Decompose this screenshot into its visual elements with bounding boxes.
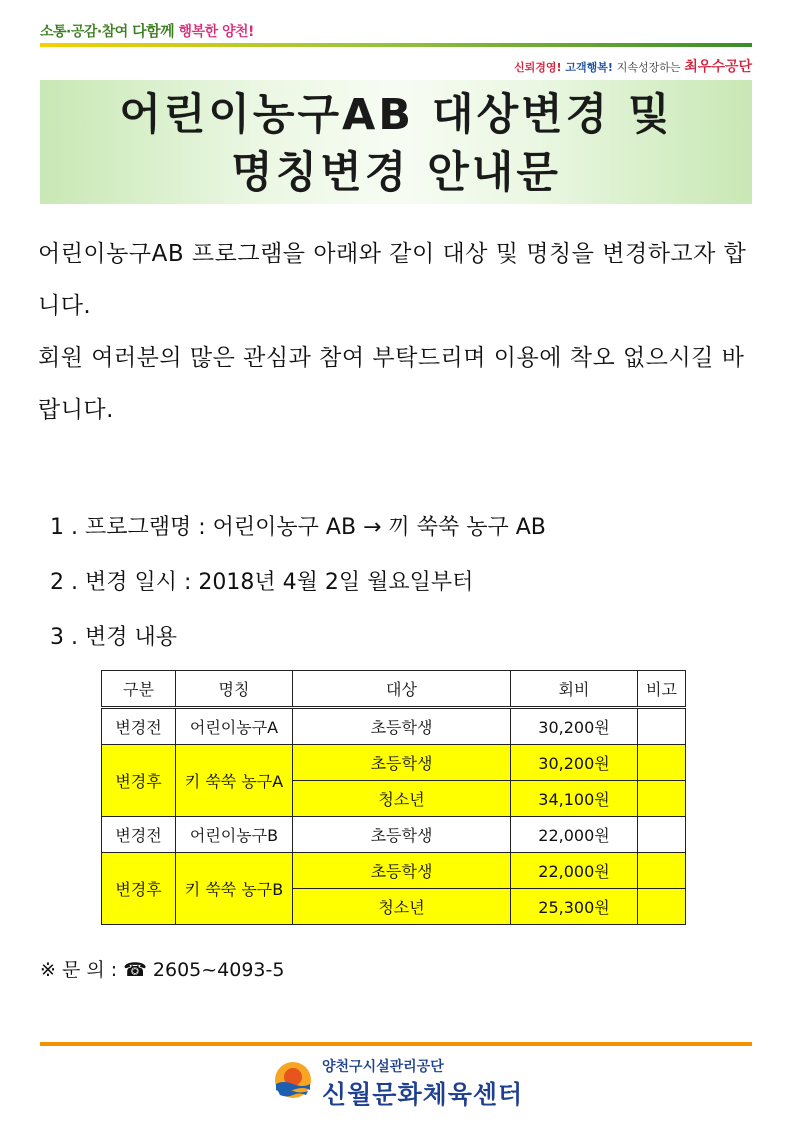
cell-fee: 34,100원: [511, 781, 638, 817]
intro-text: [38, 228, 754, 436]
slogan-right-1: 신뢰경영!: [514, 61, 562, 74]
cell-target: 청소년: [293, 889, 511, 925]
cell-group: 변경전: [102, 708, 176, 745]
cell-name: 키 쑥쑥 농구B: [176, 853, 293, 925]
title-line-1: 어린이농구AB 대상변경 및: [119, 90, 673, 140]
header-cell-name: 명칭: [176, 671, 293, 708]
cell-note: [638, 708, 686, 745]
slogan-right-4: 최우수공단: [684, 59, 752, 75]
item-program-name: 1 . 프로그램명 : 어린이농구 AB → 끼 쑥쑥 농구 AB: [50, 515, 546, 540]
footer-rule: [40, 1042, 752, 1046]
cell-target: 초등학생: [293, 817, 511, 853]
cell-target: 초등학생: [293, 708, 511, 745]
slogan-right-3: 지속성장하는: [616, 61, 681, 74]
footer-center-name: 신월문화체육센터: [322, 1080, 524, 1109]
cell-target: 초등학생: [293, 745, 511, 781]
header-slogan-left: [40, 20, 254, 41]
item-list: [50, 500, 546, 665]
cell-fee: 30,200원: [511, 708, 638, 745]
cell-note: [638, 853, 686, 889]
table-row: [102, 853, 686, 889]
header-slogan-right: [514, 56, 752, 76]
cell-fee: 22,000원: [511, 853, 638, 889]
cell-note: [638, 781, 686, 817]
item-change-date: 2 . 변경 일시 : 2018년 4월 2일 월요일부터: [50, 570, 474, 595]
table-row: [102, 745, 686, 781]
cell-fee: 22,000원: [511, 817, 638, 853]
change-table: [101, 670, 686, 925]
cell-group: 변경후: [102, 853, 176, 925]
header-rule: [40, 43, 752, 47]
cell-group: 변경후: [102, 745, 176, 817]
sun-wave-logo-icon: [273, 1060, 313, 1100]
header-cell-group: 구분: [102, 671, 176, 708]
table-row: [102, 708, 686, 745]
cell-name: 키 쑥쑥 농구A: [176, 745, 293, 817]
intro-paragraph-2: 회원 여러분의 많은 관심과 참여 부탁드리며 이용에 착오 없으시길 바랍니다.: [38, 345, 745, 423]
item-change-content: 3 . 변경 내용: [50, 625, 177, 650]
title-line-2: 명칭변경 안내문: [231, 148, 561, 198]
cell-group: 변경전: [102, 817, 176, 853]
cell-name: 어린이농구B: [176, 817, 293, 853]
slogan-text: 소통·공감·참여: [40, 24, 128, 40]
intro-paragraph-1: 어린이농구AB 프로그램을 아래와 같이 대상 및 명칭을 변경하고자 합니다.: [38, 241, 747, 319]
table-header-row: [102, 671, 686, 708]
cell-target: 초등학생: [293, 853, 511, 889]
table-row: [102, 817, 686, 853]
cell-note: [638, 889, 686, 925]
slogan-city: 행복한 양천!: [178, 24, 254, 40]
cell-name: 어린이농구A: [176, 708, 293, 745]
slogan-right-2: 고객행복!: [565, 61, 613, 74]
contact-info: ※ 문 의 : ☎ 2605~4093-5: [40, 959, 285, 981]
header-cell-fee: 회비: [511, 671, 638, 708]
footer-org-name: 양천구시설관리공단: [322, 1059, 444, 1075]
cell-note: [638, 745, 686, 781]
title-banner: [40, 80, 752, 204]
header-cell-target: 대상: [293, 671, 511, 708]
header-cell-note: 비고: [638, 671, 686, 708]
slogan-brand: 다함께: [132, 22, 175, 40]
cell-fee: 25,300원: [511, 889, 638, 925]
cell-note: [638, 817, 686, 853]
cell-target: 청소년: [293, 781, 511, 817]
cell-fee: 30,200원: [511, 745, 638, 781]
